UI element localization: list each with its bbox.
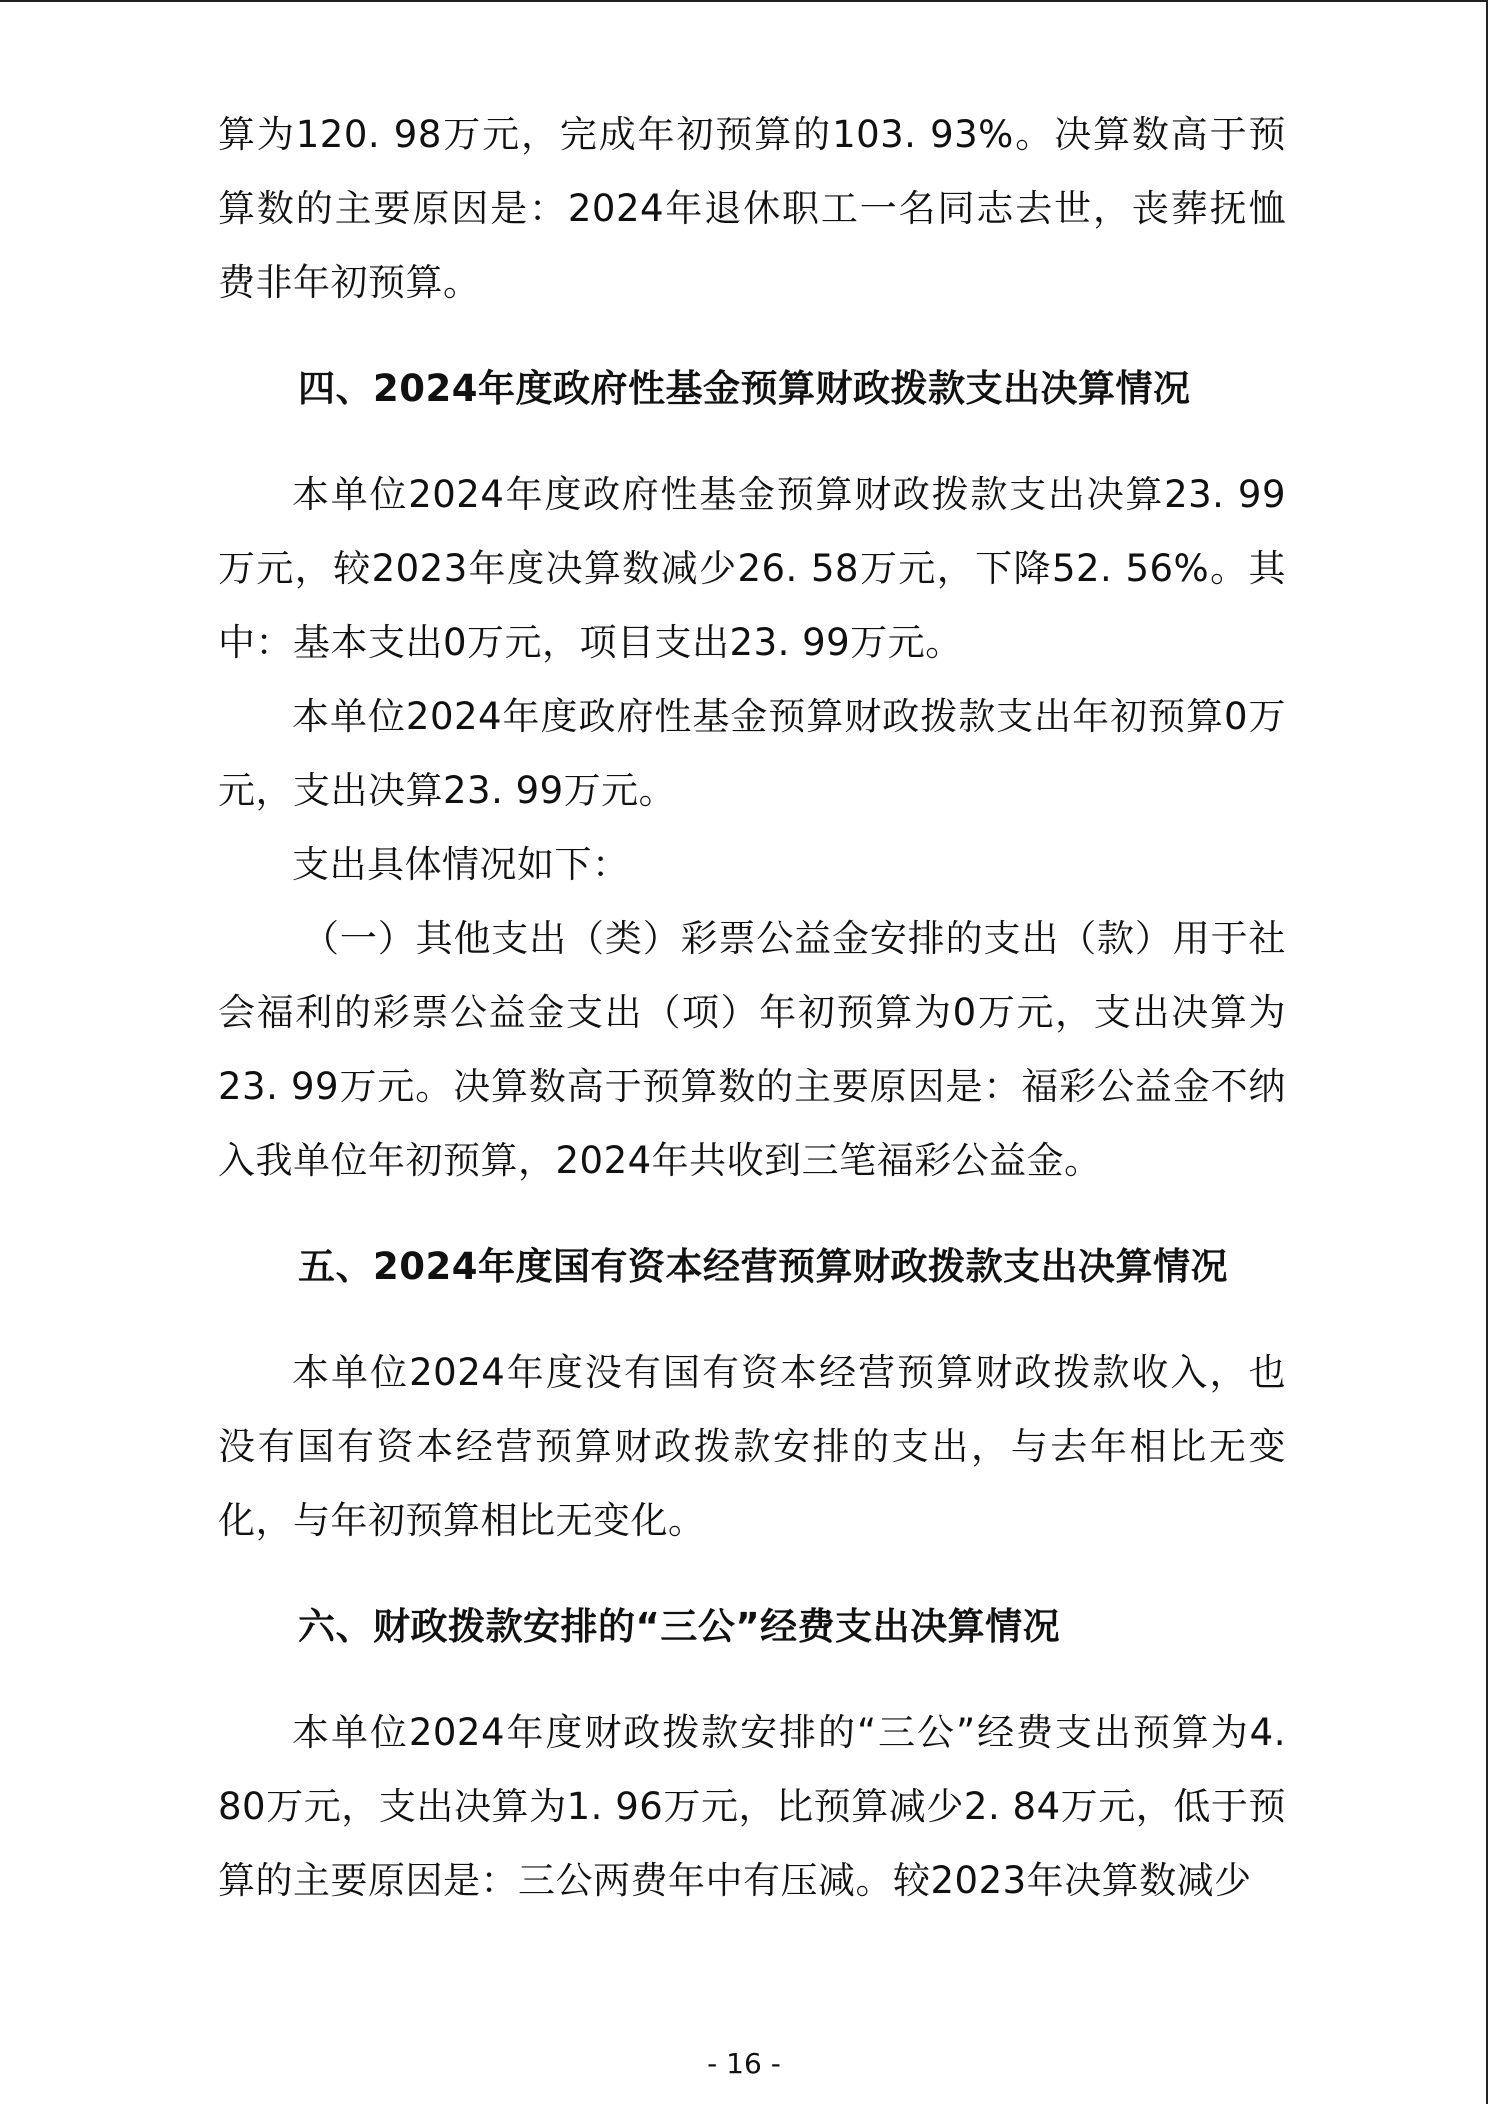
paragraph-lottery-fund-item: （一）其他支出（类）彩票公益金安排的支出（款）用于社会福利的彩票公益金支出（项）年初预算为0万元，支出决算为23. 99万元。决算数高于预算数的主要原因是：福彩公益金不纳入我单位年初预算，2024年共收到三笔福彩公益金。 [218,917,1286,1182]
spacer [218,426,1286,458]
spacer [218,1198,1286,1230]
paragraph-budget-continuation: 算为120. 98万元，完成年初预算的103. 93%。决算数高于预算数的主要原因是：2024年退休职工一名同志去世，丧葬抚恤费非年初预算。 [218,113,1286,304]
spacer [218,320,1286,352]
paragraph-state-capital: 本单位2024年度没有国有资本经营预算财政拨款收入，也没有国有资本经营预算财政拨款安排的支出，与去年相比无变化，与年初预算相比无变化。 [218,1351,1286,1542]
spacer [218,1304,1286,1336]
paragraph-expense-details-intro: 支出具体情况如下： [292,843,630,886]
section-heading-state-capital: 五、2024年度国有资本经营预算财政拨款支出决算情况 [298,1245,1228,1288]
paragraph-government-fund-total: 本单位2024年度政府性基金预算财政拨款支出决算23. 99万元，较2023年度决算数减少26. 58万元，下降52. 56%。其中：基本支出0万元，项目支出23. 99万元。 [218,473,1286,664]
page-number: - 16 - [707,2047,781,2080]
spacer [218,1558,1286,1590]
spacer [218,1664,1286,1696]
section-heading-three-public-expenses: 六、财政拨款安排的“三公”经费支出决算情况 [298,1605,1061,1648]
paragraph-three-public-expenses: 本单位2024年度财政拨款安排的“三公”经费支出预算为4. 80万元，支出决算为1. 96万元，比预算减少2. 84万元，低于预算的主要原因是：三公两费年中有压减。较2023年决算数减少 [218,1711,1286,1902]
paragraph-government-fund-budget: 本单位2024年度政府性基金预算财政拨款支出年初预算0万元，支出决算23. 99万元。 [218,695,1286,812]
section-heading-government-fund: 四、2024年度政府性基金预算财政拨款支出决算情况 [298,367,1191,410]
document-body [218,98,1286,1918]
